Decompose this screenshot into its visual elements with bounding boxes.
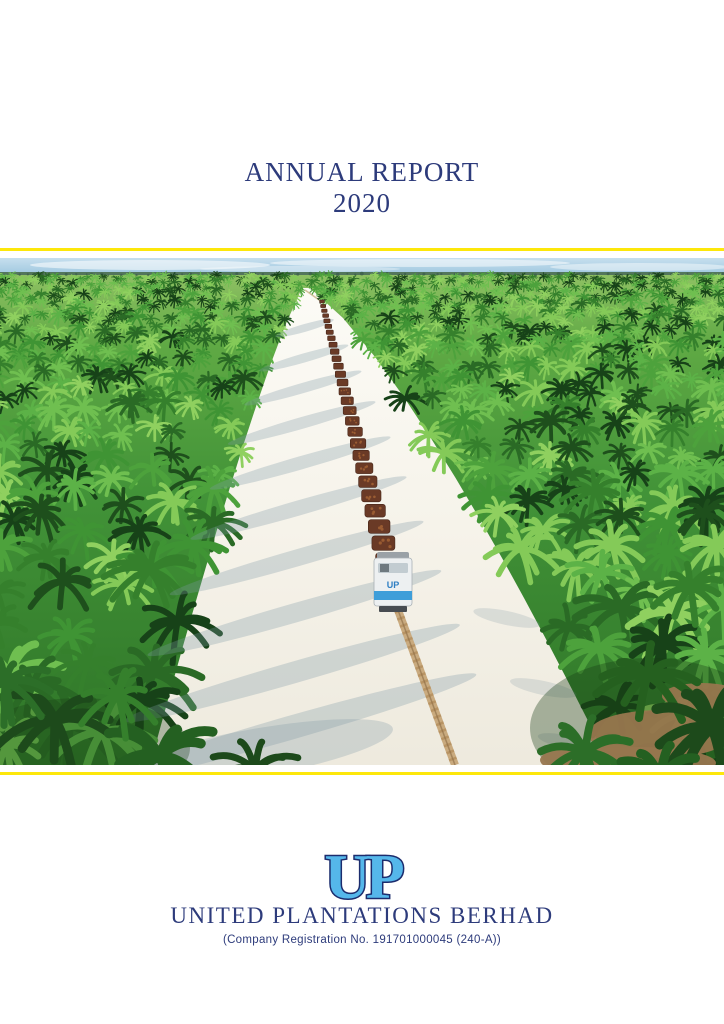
company-name: UNITED PLANTATIONS BERHAD: [170, 903, 554, 928]
company-logo: [287, 849, 437, 905]
top-divider-rule: [0, 248, 724, 251]
bottom-divider-rule: [0, 772, 724, 775]
report-title-line: ANNUAL REPORT: [244, 157, 480, 187]
company-registration: (Company Registration No. 191701000045 (240-A)): [222, 934, 502, 946]
report-title-year: 2020: [333, 188, 391, 218]
cover-photo: [0, 258, 724, 765]
report-title: [0, 157, 724, 219]
company-logo-text: UP: [324, 849, 400, 905]
loco-label: UP: [386, 580, 400, 590]
